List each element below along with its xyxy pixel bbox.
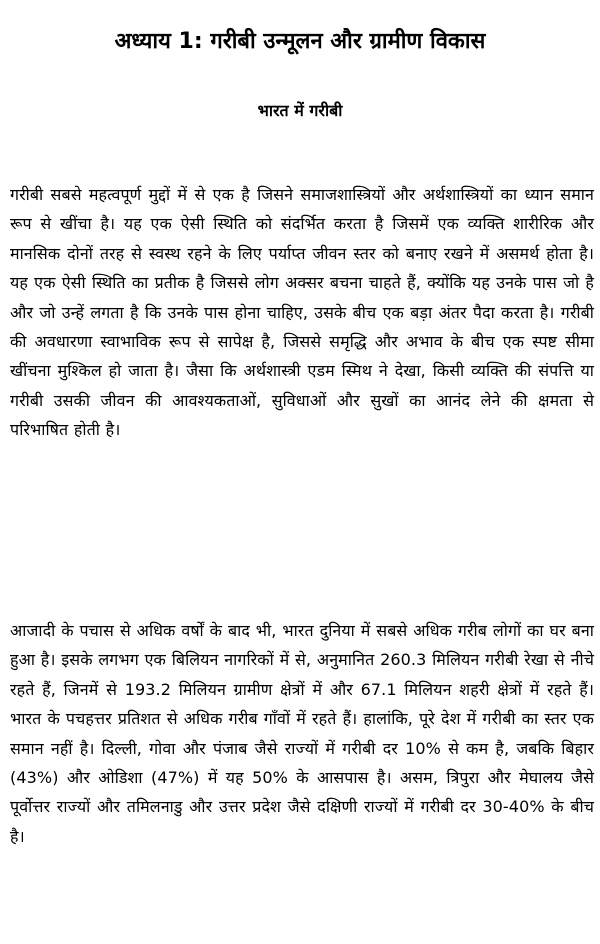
chapter-title: अध्याय 1: गरीबी उन्मूलन और ग्रामीण विकास [114, 29, 486, 54]
body-paragraph: गरीबी सबसे महत्वपूर्ण मुद्दों में से एक है जिसने समाजशास्त्रियों और अर्थशास्त्रियों का ध्यान समान रूप से खींचा है। यह एक ऐसी स्थिति को संदर्भित करता है जिसमें एक व्यक्ति शारीरिक और मानसिक दोनों तरह से स्वस्थ रहने के लिए पर्याप्त जीवन स्तर को बनाए रखने में असमर्थ होता है। यह एक ऐसी स्थिति का प्रतीक है जिससे लोग अक्सर बचना चाहते हैं, क्योंकि यह उनके पास जो है और जो उन्हें लगता है कि उनके पास होना चाहिए, उसके बीच एक बड़ा अंतर पैदा करता है। गरीबी की अवधारणा स्वाभाविक रूप से सापेक्ष है, जिससे समृद्धि और अभाव के बीच एक स्पष्ट सीमा खींचना मुश्किल हो जाता है। जैसा कि अर्थशास्त्री एडम स्मिथ ने देखा, किसी व्यक्ति की संपत्ति या गरीबी उसकी जीवन की आवश्यकताओं, सुविधाओं और सुखों का आनंद लेने की क्षमता से परिभाषित होती है। [10, 185, 594, 440]
body-paragraph: आजादी के पचास से अधिक वर्षों के बाद भी, भारत दुनिया में सबसे अधिक गरीब लोगों का घर बना हुआ है। इसके लगभग एक बिलियन नागरिकों में से, अनुमानित 260.3 मिलियन गरीबी रेखा से नीचे रहते हैं, जिनमें से 193.2 मिलियन ग्रामीण क्षेत्रों में और 67.1 मिलियन शहरी क्षेत्रों में रहते हैं। भारत के पचहत्तर प्रतिशत से अधिक गरीब गाँवों में रहते हैं। हालांकि, पूरे देश में गरीबी का स्तर एक समान नहीं है। दिल्ली, गोवा और पंजाब जैसे राज्यों में गरीबी दर 10% से कम है, जबकि बिहार (43%) और ओडिशा (47%) में यह 50% के आसपास है। असम, त्रिपुरा और मेघालय जैसे पूर्वोत्तर राज्यों और तमिलनाडु और उत्तर प्रदेश जैसे दक्षिणी राज्यों में गरीबी दर 30-40% के बीच है। [10, 621, 594, 846]
section-heading: भारत में गरीबी [257, 101, 343, 120]
